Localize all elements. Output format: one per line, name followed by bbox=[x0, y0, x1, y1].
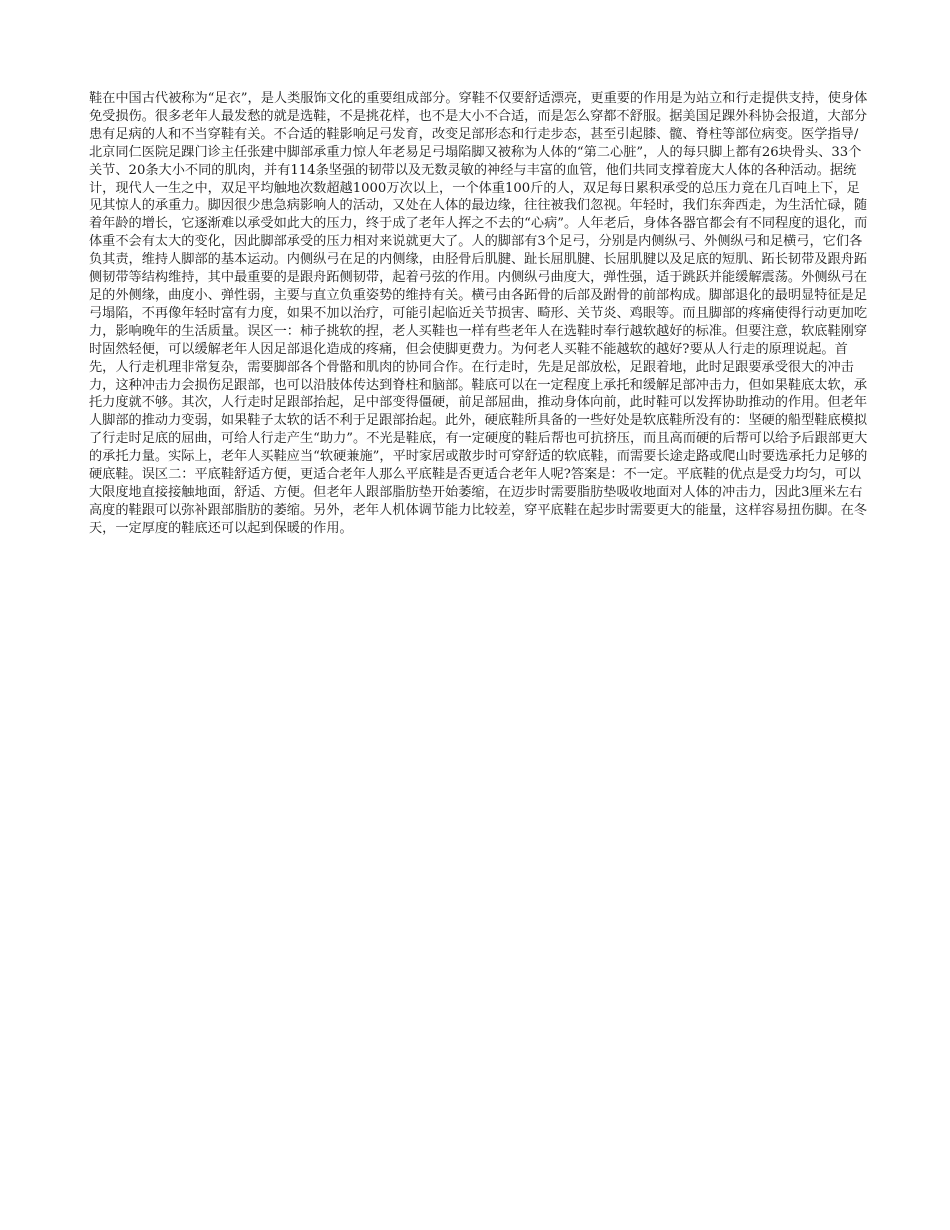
article-body-paragraph: 鞋在中国古代被称为“足衣”，是人类服饰文化的重要组成部分。穿鞋不仅要舒适漂亮，更重要的作用是为站立和行走提供支持，使身体免受损伤。很多老年人最发愁的就是选鞋，不是挑花样，也不是大小不合适，而是怎么穿都不舒服。据美国足踝外科协会报道，大部分患有足病的人和不当穿鞋有关。不合适的鞋影响足弓发育，改变足部形态和行走步态，甚至引起膝、髋、脊柱等部位病变。医学指导/北京同仁医院足踝门诊主任张建中脚部承重力惊人年老易足弓塌陷脚又被称为人体的“第二心脏”，人的每只脚上都有26块骨头、33个关节、20条大小不同的肌肉，并有114条坚强的韧带以及无数灵敏的神经与丰富的血管，他们共同支撑着庞大人体的各种活动。据统计，现代人一生之中，双足平均触地次数超越1000万次以上，一个体重100斤的人，双足每日累积承受的总压力竟在几百吨上下，足见其惊人的承重力。脚因很少患急病影响人的活动，又处在人体的最边缘，往往被我们忽视。年轻时，我们东奔西走，为生活忙碌，随着年龄的增长，它逐渐难以承受如此大的压力，终于成了老年人挥之不去的“心病”。人年老后，身体各器官都会有不同程度的退化，而体重不会有太大的变化，因此脚部承受的压力相对来说就更大了。人的脚部有3个足弓，分别是内侧纵弓、外侧纵弓和足横弓，它们各负其责，维持人脚部的基本运动。内侧纵弓在足的内侧缘，由胫骨后肌腱、趾长屈肌腱、长屈肌腱以及足底的短肌、跖长韧带及跟舟跖侧韧带等结构维持，其中最重要的是跟舟跖侧韧带，起着弓弦的作用。内侧纵弓曲度大，弹性强，适于跳跃并能缓解震荡。外侧纵弓在足的外侧缘，曲度小、弹性弱，主要与直立负重姿势的维持有关。横弓由各跖骨的后部及跗骨的前部构成。脚部退化的最明显特征是足弓塌陷，不再像年轻时富有力度，如果不加以治疗，可能引起临近关节损害、畸形、关节炎、鸡眼等。而且脚部的疼痛使得行动更加吃力，影响晚年的生活质量。误区一：柿子挑软的捏，老人买鞋也一样有些老年人在选鞋时奉行越软越好的标准。但要注意，软底鞋刚穿时固然轻便，可以缓解老年人因足部退化造成的疼痛，但会使脚更费力。为何老人买鞋不能越软的越好?要从人行走的原理说起。首先，人行走机理非常复杂，需要脚部各个骨骼和肌肉的协同合作。在行走时，先是足部放松，足跟着地，此时足跟要承受很大的冲击力，这种冲击力会损伤足跟部，也可以沿肢体传达到脊柱和脑部。鞋底可以在一定程度上承托和缓解足部冲击力，但如果鞋底太软，承托力度就不够。其次，人行走时足跟部抬起，足中部变得僵硬，前足部屈曲，推动身体向前，此时鞋可以发挥协助推动的作用。但老年人脚部的推动力变弱，如果鞋子太软的话不利于足跟部抬起。此外，硬底鞋所具备的一些好处是软底鞋所没有的：坚硬的船型鞋底模拟了行走时足底的屈曲，可给人行走产生“助力”。不光是鞋底，有一定硬度的鞋后帮也可抗挤压，而且高而硬的后帮可以给予后跟部更大的承托力量。实际上，老年人买鞋应当“软硬兼施”，平时家居或散步时可穿舒适的软底鞋，而需要长途走路或爬山时要选承托力足够的硬底鞋。误区二：平底鞋舒适方便，更适合老年人那么平底鞋是否更适合老年人呢?答案是：不一定。平底鞋的优点是受力均匀，可以大限度地直接接触地面，舒适、方便。但老年人跟部脂肪垫开始萎缩，在迈步时需要脂肪垫吸收地面对人体的冲击力，因此3厘米左右高度的鞋跟可以弥补跟部脂肪的萎缩。另外，老年人机体调节能力比较差，穿平底鞋在起步时需要更大的能量，这样容易扭伤脚。在冬天，一定厚度的鞋底还可以起到保暖的作用。 bbox=[89, 91, 868, 536]
